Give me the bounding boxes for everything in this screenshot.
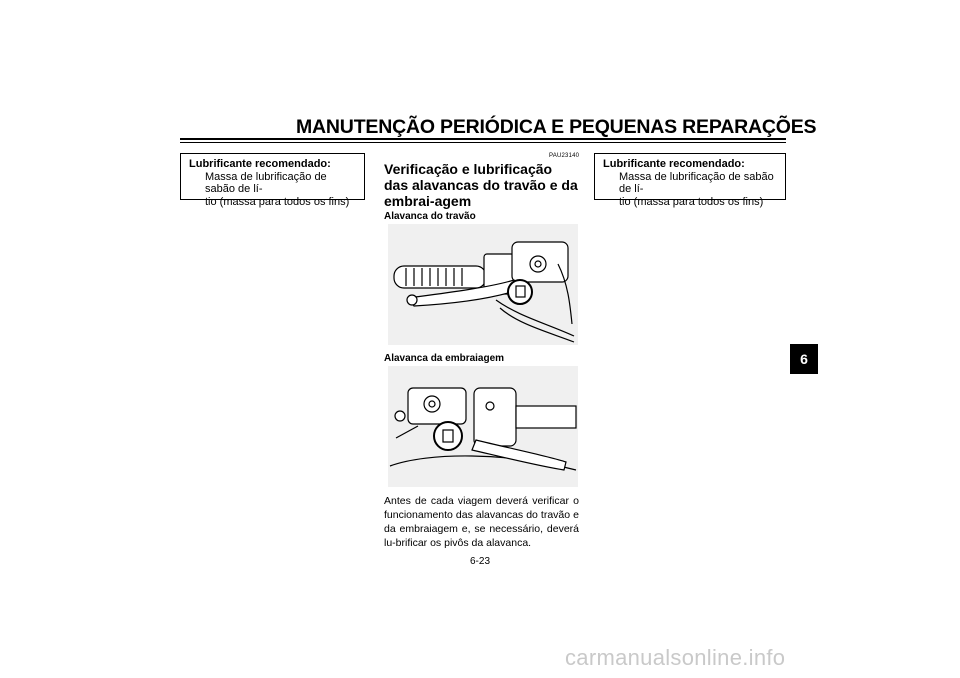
header-rule-thin bbox=[180, 142, 786, 143]
lubricant-box-line: Massa de lubrificação de sabão de lí- bbox=[619, 170, 774, 195]
lubricant-box-line: Massa de lubrificação de sabão de lí- bbox=[205, 170, 327, 195]
section-title: Verificação e lubrificação das alavancas do travão e da embrai-agem bbox=[384, 161, 578, 209]
section-code: PAU23140 bbox=[549, 153, 580, 159]
watermark: carmanualsonline.info bbox=[565, 645, 786, 670]
lubricant-box-title: Lubrificante recomendado: bbox=[603, 158, 745, 170]
lubricant-box-left bbox=[180, 153, 365, 208]
maintenance-instructions: Antes de cada viagem deverá verificar o funcionamento das alavancas do travão e da embraiagem e, se necessário, deverá lu-brificar os pivôs da alavanca. bbox=[384, 495, 579, 549]
header-rule bbox=[180, 138, 786, 140]
clutch-lever-label: Alavanca da embraiagem bbox=[384, 353, 505, 364]
lubricant-box-line: tio (massa para todos os fins) bbox=[619, 195, 764, 208]
lubricant-box-title: Lubrificante recomendado: bbox=[189, 158, 331, 170]
clutch-lever-illustration bbox=[388, 366, 578, 487]
brake-lever-label: Alavanca do travão bbox=[384, 211, 476, 222]
page-header-title: MANUTENÇÃO PERIÓDICA E PEQUENAS REPARAÇÕES bbox=[296, 116, 817, 138]
lubricant-box-line: tio (massa para todos os fins) bbox=[205, 195, 350, 208]
chapter-tab: 6 bbox=[790, 344, 818, 374]
brake-lever-illustration bbox=[388, 224, 578, 345]
lubricant-box-right bbox=[594, 153, 786, 208]
page-number: 6-23 bbox=[470, 556, 491, 567]
